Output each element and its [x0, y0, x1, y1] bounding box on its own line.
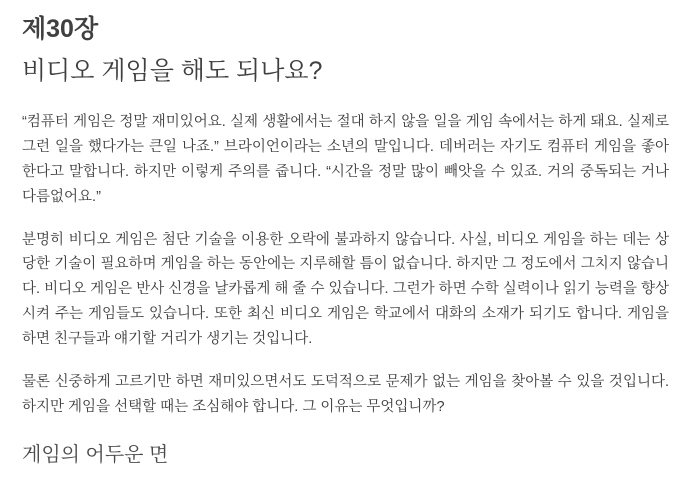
- body-paragraph-2: 분명히 비디오 게임은 첨단 기술을 이용한 오락에 불과하지 않습니다. 사실, 비디오 게임을 하는 데는 상당한 기술이 필요하며 게임을 하는 동안에는 지루해할 틈이 없습니다. 하지만 그 정도에서 그치지 않습니다. 비디오 게임은 반사 신경을 날카롭게 해 줄 수 있습니다. 그런가 하면 수학 실력이나 읽기 능력을 향상시켜 주는 게임들도 있습니다. 또한 최신 비디오 게임은 학교에서 대화의 소재가 되기도 합니다. 게임을 하면 친구들과 얘기할 거리가 생기는 것입니다.: [22, 231, 669, 348]
- section-heading: 게임의 어두운 면: [22, 444, 169, 467]
- page-title: 비디오 게임을 해도 되나요?: [22, 57, 323, 86]
- body-paragraph-3: 물론 신중하게 고르기만 하면 재미있으면서도 도덕적으로 문제가 없는 게임을 찾아볼 수 있을 것입니다. 하지만 게임을 선택할 때는 조심해야 합니다. 그 이유는 무엇입니까?: [22, 374, 669, 416]
- body-paragraph-1: “컴퓨터 게임은 정말 재미있어요. 실제 생활에서는 절대 하지 않을 일을 게임 속에서는 하게 돼요. 실제로 그런 일을 했다가는 큰일 나죠.” 브라이언이라는 소년의 말입니다. 데버러는 자기도 컴퓨터 게임을 좋아한다고 말합니다. 하지만 이렇게 주의를 줍니다. “시간을 정말 많이 빼앗을 수 있죠. 거의 중독되는 거나 다름없어요.”: [22, 113, 669, 205]
- chapter-number: 제30장: [22, 15, 99, 43]
